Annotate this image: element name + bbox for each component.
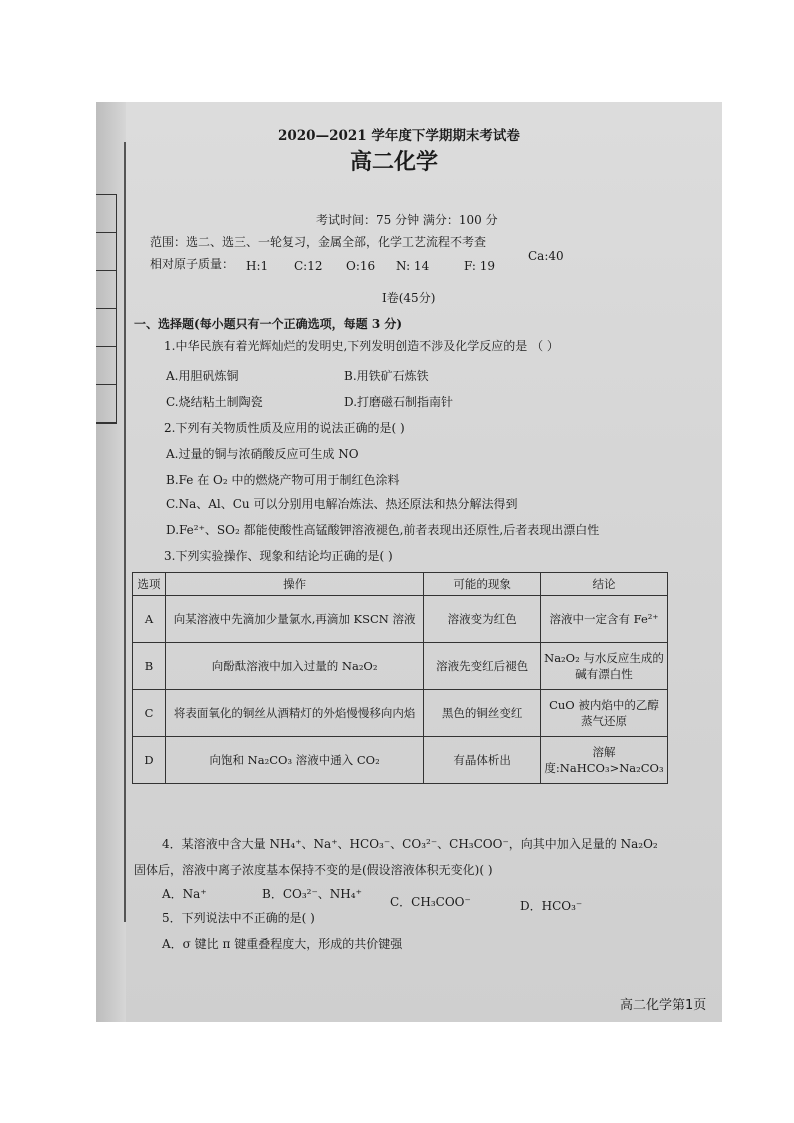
atomic-mass-label: 相对原子质量：	[150, 257, 235, 271]
q2-option-c: C.Na、Al、Cu 可以分别用电解冶炼法、热还原法和热分解法得到	[166, 497, 518, 511]
q1-option-d: D.打磨磁石制指南针	[344, 395, 454, 409]
row-phenomenon: 有晶体析出	[424, 737, 541, 784]
row-phenomenon: 黑色的铜丝变红	[424, 690, 541, 737]
mass-c: C:12	[294, 259, 323, 273]
mass-h: H:1	[246, 259, 269, 273]
table-header: 可能的现象	[424, 573, 541, 596]
mass-o: O:16	[346, 259, 376, 273]
year-title: 2020—2021 学年度下学期期末考试卷	[278, 128, 520, 144]
row-conclusion: 溶液中一定含有 Fe²⁺	[540, 596, 667, 643]
table-row	[133, 737, 668, 784]
q1-option-b: B.用铁矿石炼铁	[344, 369, 429, 383]
row-conclusion: 溶解度:NaHCO₃>Na₂CO₃	[540, 737, 667, 784]
binding-line	[124, 142, 126, 922]
q2-option-d: D.Fe²⁺、SO₂ 都能使酸性高锰酸钾溶液褪色,前者表现出还原性,后者表现出漂白性	[166, 523, 600, 537]
row-operation: 向某溶液中先滴加少量氯水,再滴加 KSCN 溶液	[165, 596, 423, 643]
q5-stem: 5．下列说法中不正确的是( )	[162, 911, 315, 925]
table-row	[133, 690, 668, 737]
q3-table	[132, 572, 668, 784]
row-phenomenon: 溶液变为红色	[424, 596, 541, 643]
q2-option-b: B.Fe 在 O₂ 中的燃烧产物可用于制红色涂料	[166, 473, 400, 487]
row-phenomenon: 溶液先变红后褪色	[424, 643, 541, 690]
row-operation: 将表面氧化的铜丝从酒精灯的外焰慢慢移向内焰	[165, 690, 423, 737]
mass-ca: Ca:40	[528, 249, 564, 263]
row-option: D	[133, 737, 166, 784]
row-conclusion: Na₂O₂ 与水反应生成的碱有漂白性	[540, 643, 667, 690]
q2-option-a: A.过量的铜与浓硝酸反应可生成 NO	[166, 447, 359, 461]
q4-stem-line2: 固体后，溶液中离子浓度基本保持不变的是(假设溶液体积无变化)( )	[134, 863, 493, 877]
table-row	[133, 596, 668, 643]
row-operation: 向酚酞溶液中加入过量的 Na₂O₂	[165, 643, 423, 690]
table-header: 结论	[540, 573, 667, 596]
q4-option-a: A．Na⁺	[162, 887, 207, 901]
page-footer: 高二化学第1页	[620, 998, 707, 1013]
table-header: 操作	[165, 573, 423, 596]
row-conclusion: CuO 被内焰中的乙醇蒸气还原	[540, 690, 667, 737]
q4-option-b: B．CO₃²⁻、NH₄⁺	[262, 887, 362, 901]
row-option: B	[133, 643, 166, 690]
q4-option-c: C．CH₃COO⁻	[390, 895, 471, 909]
subject-title: 高二化学	[350, 150, 439, 175]
row-operation: 向饱和 Na₂CO₃ 溶液中通入 CO₂	[165, 737, 423, 784]
exam-info: 考试时间：75 分钟 满分：100 分	[316, 213, 498, 227]
q1-option-c: C.烧结粘土制陶瓷	[166, 395, 263, 409]
table-row	[133, 643, 668, 690]
table-header-row	[133, 573, 668, 596]
section-label: Ⅰ卷(45分)	[382, 291, 436, 305]
section1-heading: 一、选择题(每小题只有一个正确选项，每题 3 分)	[134, 317, 403, 331]
mass-f: F: 19	[464, 259, 496, 273]
scope-line: 范围：选二、选三、一轮复习，金属全部，化学工艺流程不考查	[150, 235, 487, 249]
q3-stem: 3.下列实验操作、现象和结论均正确的是( )	[164, 549, 393, 563]
q1-option-a: A.用胆矾炼铜	[166, 369, 239, 383]
q1-stem: 1.中华民族有着光辉灿烂的发明史,下列发明创造不涉及化学反应的是 （ ）	[164, 339, 559, 353]
mass-n: N: 14	[396, 259, 430, 273]
exam-paper-photo	[96, 102, 722, 1022]
table-header: 选项	[133, 573, 166, 596]
row-option: A	[133, 596, 166, 643]
score-box	[96, 194, 117, 424]
row-option: C	[133, 690, 166, 737]
q4-stem-line1: 4．某溶液中含大量 NH₄⁺、Na⁺、HCO₃⁻、CO₃²⁻、CH₃COO⁻，向其中加入足量的 Na₂O₂	[162, 837, 658, 851]
q4-option-d: D．HCO₃⁻	[520, 899, 583, 913]
q2-stem: 2.下列有关物质性质及应用的说法正确的是( )	[164, 421, 405, 435]
q5-option-a: A．σ 键比 π 键重叠程度大，形成的共价键强	[162, 937, 403, 951]
